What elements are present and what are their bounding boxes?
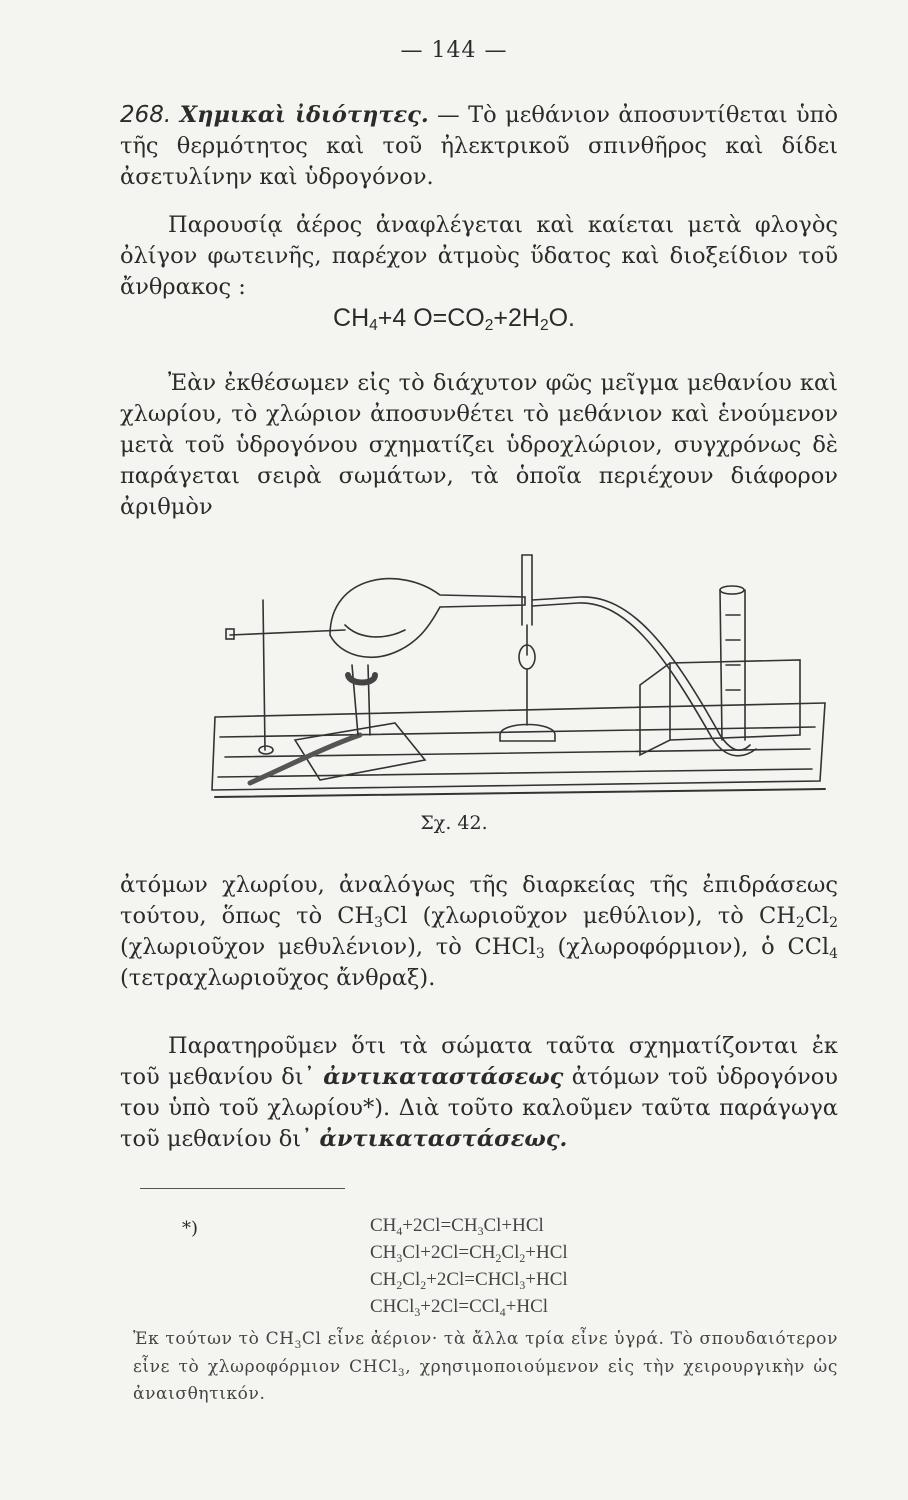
substitution-paragraph: Παρατηροῦμεν ὅτι τὰ σώματα ταῦτα σχηματίζονται ἐκ τοῦ μεθανίου δι᾽ ἀντικαταστάσεως ἀτόμων τοῦ ὑδρογόνου του ὑπὸ τοῦ χλωρίου*). Διὰ τοῦτο καλοῦμεν ταῦτα παράγωγα τοῦ μεθανίου δι᾽ ἀντικαταστάσεως. bbox=[120, 1033, 838, 1152]
derivatives-paragraph: ἀτόμων χλωρίου, ἀναλόγως τῆς διαρκείας τῆς ἐπιδράσεως τούτου, ὅπως τὸ $CH_3Cl$ (χλωριοῦχον μεθύλιον), τὸ $CH_2Cl_2$ (χλωριοῦχον μεθυλένιον), τὸ CHCl$_3$ (χλωροφόρμιον), ὁ CCl$_4$ (τετραχλωριοῦχος ἄνθραξ). bbox=[120, 872, 838, 991]
combustion-equation: $CH_4+4$ $O=CO_2+2H_2O$. bbox=[333, 304, 575, 334]
footnote-divider bbox=[140, 1188, 345, 1189]
footnote-marker: *) bbox=[182, 1218, 199, 1239]
footnote-equation: $CH_3Cl+2Cl=CH_2Cl_2+HCl$ bbox=[370, 1242, 568, 1265]
substitution-term: ἀντικαταστάσεως bbox=[323, 1064, 564, 1090]
combustion-paragraph: Παρουσίᾳ ἀέρος ἀναφλέγεται καὶ καίεται μετὰ φλογὸς ὀλίγον φωτεινῆς, παρέχον ἀτμοὺς ὕδατος καὶ διοξείδιον τοῦ ἄνθρακος : bbox=[120, 212, 838, 300]
apparatus-figure bbox=[200, 545, 840, 815]
substitution-term-2: ἀντικαταστάσεως. bbox=[319, 1126, 568, 1152]
footnote-equation: $CH_4+2Cl=CH_3Cl+HCl$ bbox=[370, 1215, 544, 1238]
footnote-equation: CHCl$_3$+2Cl=CCl$_4$+HCl bbox=[370, 1296, 549, 1319]
section-number: 268. bbox=[120, 102, 172, 128]
footnote-note: Ἐκ τούτων τὸ $CH_3Cl$ εἶνε ἀέριον· τὰ ἄλλα τρία εἶνε ὑγρά. Τὸ σπουδαιότερον εἶνε τὸ χλωροφόρμιον CHCl$_3$, χρησιμοποιούμενον εἰς τὴν χειρουργικὴν ὡς ἀναισθητικόν. bbox=[133, 1329, 839, 1404]
footnote-equations bbox=[370, 1212, 568, 1320]
section-paragraph bbox=[120, 100, 838, 193]
section-intro: — Τὸ μεθάνιον ἀποσυντίθεται ὑπὸ τῆς θερμότητος καὶ τοῦ ἠλεκτρικοῦ σπινθῆρος καὶ δίδει ἀσετυλίνην καὶ ὑδρογόνον. bbox=[120, 102, 839, 190]
section-title: Χημικαὶ ἰδιότητες. bbox=[179, 102, 429, 128]
footnote-equation: $CH_2Cl_2+2Cl=CHCl_3+HCl$ bbox=[370, 1269, 568, 1292]
page-number: — 144 — bbox=[400, 38, 508, 63]
figure-caption: Σχ. 42. bbox=[420, 812, 488, 834]
chlorination-paragraph: Ἐὰν ἐκθέσωμεν εἰς τὸ διάχυτον φῶς μεῖγμα μεθανίου καὶ χλωρίου, τὸ χλώριον ἀποσυνθέτει τὸ μεθάνιον καὶ ἑνούμενον μετὰ τοῦ ὑδρογόνου σχηματίζει ὑδροχλώριον, συγχρόνως δὲ παράγεται σειρὰ σωμάτων, τὰ ὁποῖα περιέχουν διάφορον ἀριθμὸν bbox=[120, 370, 838, 520]
